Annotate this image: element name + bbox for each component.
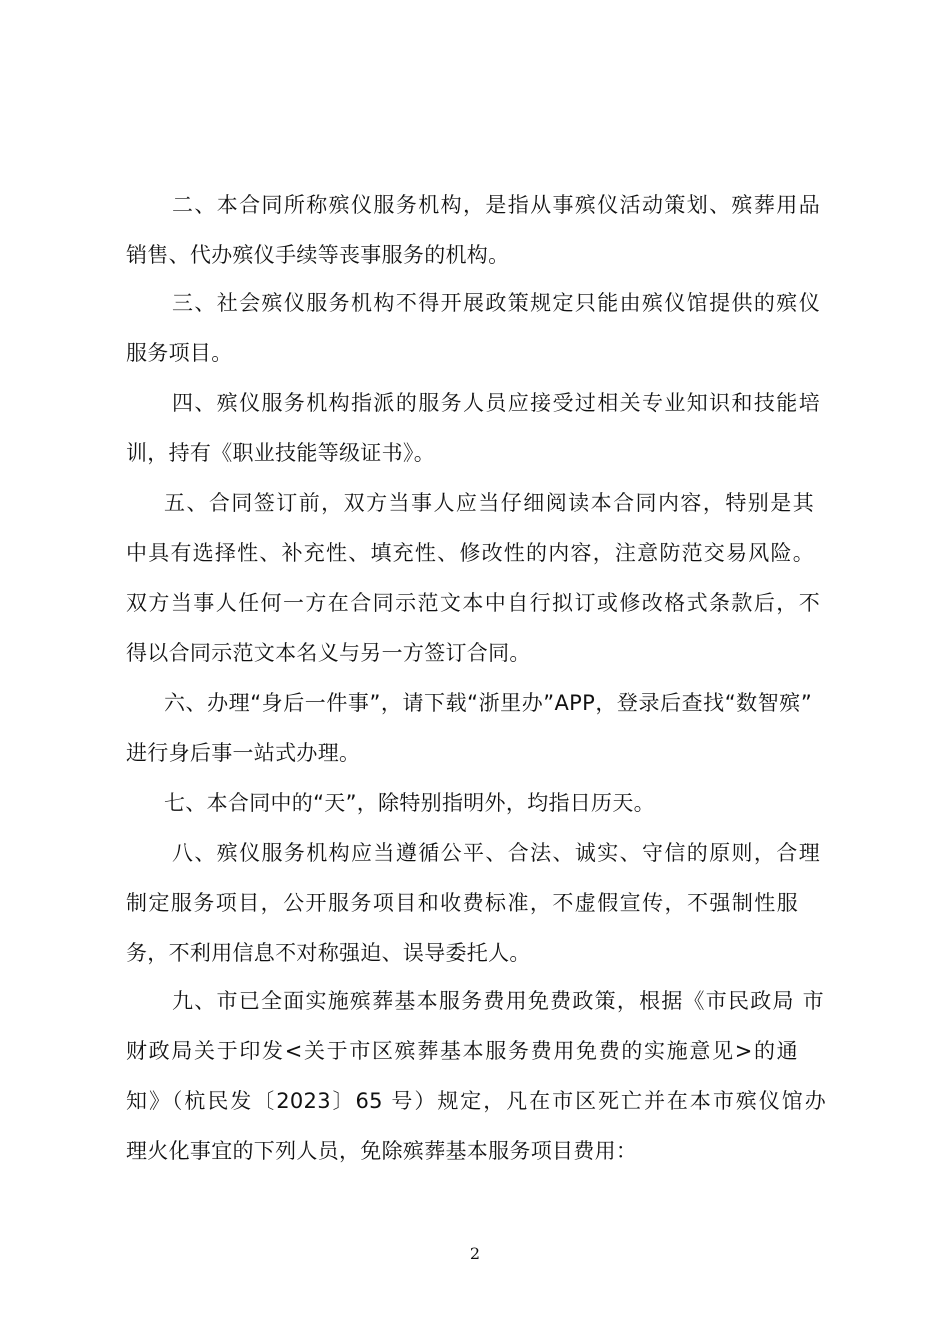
paragraph-5-line-1: 五、合同签订前，双方当事人应当仔细阅读本合同内容，特别是其 <box>164 491 814 515</box>
paragraph-8-line-3: 务，不利用信息不对称强迫、误导委托人。 <box>126 941 531 965</box>
paragraph-3-line-1: 三、社会殡仪服务机构不得开展政策规定只能由殡仪馆提供的殡仪 <box>172 291 820 315</box>
paragraph-9-line-4: 理火化事宜的下列人员，免除殡葬基本服务项目费用： <box>126 1139 638 1163</box>
paragraph-2-line-2: 销售、代办殡仪手续等丧事服务的机构。 <box>126 243 510 267</box>
paragraph-9-line-2: 财政局关于印发<关于市区殡葬基本服务费用免费的实施意见>的通 <box>126 1039 798 1063</box>
paragraph-8-line-2: 制定服务项目，公开服务项目和收费标准，不虚假宣传，不强制性服 <box>126 891 798 915</box>
paragraph-5-line-4: 得以合同示范文本名义与另一方签订合同。 <box>126 641 531 665</box>
paragraph-5-line-3: 双方当事人任何一方在合同示范文本中自行拟订或修改格式条款后，不 <box>126 591 820 615</box>
page-number: 2 <box>469 1244 481 1263</box>
paragraph-4-line-1: 四、殡仪服务机构指派的服务人员应接受过相关专业知识和技能培 <box>172 391 820 415</box>
paragraph-6-line-2: 进行身后事一站式办理。 <box>126 741 361 765</box>
paragraph-6-line-1: 六、办理“身后一件事”，请下载“浙里办”APP，登录后查找“数智殡” <box>164 691 812 715</box>
paragraph-7-line-1: 七、本合同中的“天”，除特别指明外，均指日历天。 <box>164 791 655 815</box>
paragraph-9-line-1: 九、市已全面实施殡葬基本服务费用免费政策，根据《市民政局 市 <box>172 989 824 1013</box>
paragraph-4-line-2: 训，持有《职业技能等级证书》。 <box>126 441 435 465</box>
paragraph-9-line-3: 知》（杭民发〔2023〕65 号）规定，凡在市区死亡并在本市殡仪馆办 <box>126 1089 826 1113</box>
paragraph-5-line-2: 中具有选择性、补充性、填充性、修改性的内容，注意防范交易风险。 <box>126 541 814 565</box>
paragraph-3-line-2: 服务项目。 <box>126 341 233 365</box>
paragraph-8-line-1: 八、殡仪服务机构应当遵循公平、合法、诚实、守信的原则，合理 <box>172 841 820 865</box>
paragraph-2-line-1: 二、本合同所称殡仪服务机构，是指从事殡仪活动策划、殡葬用品 <box>172 193 820 217</box>
